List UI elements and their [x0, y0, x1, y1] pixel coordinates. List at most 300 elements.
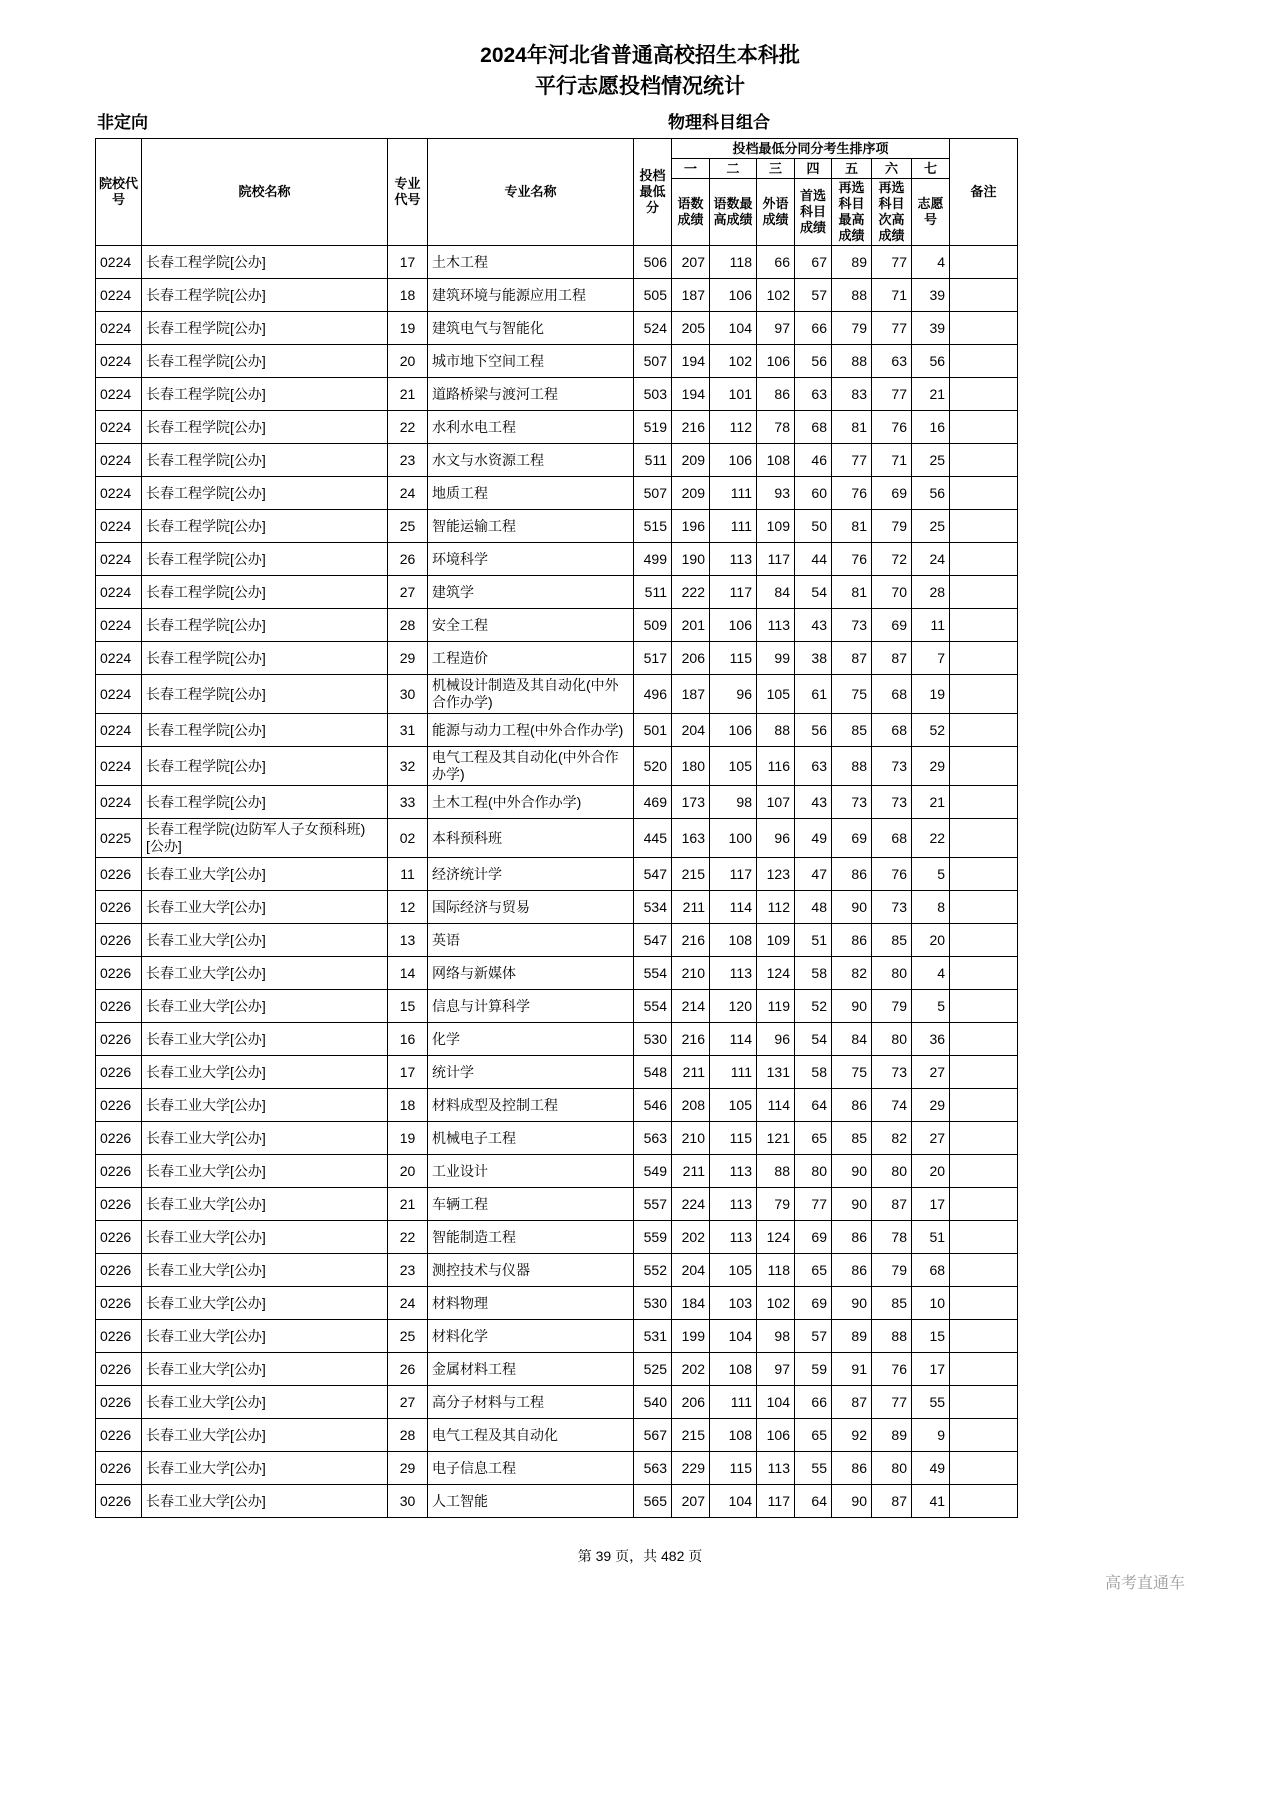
tiebreak-4-cell: 56: [795, 345, 832, 378]
remark-cell: [950, 891, 1018, 924]
tiebreak-4-cell: 63: [795, 378, 832, 411]
major-name-cell: 测控技术与仪器: [428, 1254, 634, 1287]
college-code-cell: 0224: [96, 510, 142, 543]
tiebreak-5-cell: 82: [832, 957, 872, 990]
major-name-cell: 地质工程: [428, 477, 634, 510]
major-code-cell: 25: [388, 1320, 428, 1353]
tiebreak-1-cell: 208: [672, 1089, 710, 1122]
tiebreak-7-cell: 11: [912, 609, 950, 642]
tiebreak-5-cell: 87: [832, 642, 872, 675]
tiebreak-3-cell: 86: [757, 378, 795, 411]
tiebreak-3-cell: 78: [757, 411, 795, 444]
tiebreak-7-cell: 21: [912, 786, 950, 819]
tiebreak-3-cell: 104: [757, 1386, 795, 1419]
tiebreak-4-cell: 57: [795, 279, 832, 312]
college-code-cell: 0224: [96, 714, 142, 747]
tiebreak-4-cell: 63: [795, 747, 832, 786]
admission-table: [95, 138, 1018, 1518]
tiebreak-3-cell: 105: [757, 675, 795, 714]
major-code-cell: 26: [388, 543, 428, 576]
major-code-cell: 22: [388, 1221, 428, 1254]
major-code-cell: 19: [388, 312, 428, 345]
tiebreak-3-cell: 88: [757, 1155, 795, 1188]
tiebreak-6-cell: 69: [872, 609, 912, 642]
college-code-cell: 0226: [96, 1287, 142, 1320]
college-name-cell: 长春工程学院[公办]: [142, 576, 388, 609]
remark-cell: [950, 1419, 1018, 1452]
tiebreak-3-cell: 96: [757, 1023, 795, 1056]
tiebreak-5-cell: 87: [832, 1386, 872, 1419]
tiebreak-7-cell: 4: [912, 246, 950, 279]
tiebreak-6-cell: 71: [872, 444, 912, 477]
major-name-cell: 国际经济与贸易: [428, 891, 634, 924]
min-score-cell: 563: [634, 1122, 672, 1155]
tiebreak-5-cell: 86: [832, 1221, 872, 1254]
subject-group-label: 物理科目组合: [668, 113, 770, 132]
tiebreak-2-cell: 108: [710, 924, 757, 957]
tiebreak-1-cell: 211: [672, 1155, 710, 1188]
tiebreak-1-cell: 210: [672, 1122, 710, 1155]
tiebreak-7-cell: 21: [912, 378, 950, 411]
tiebreak-7-cell: 7: [912, 642, 950, 675]
col-header-tiebreak-label-5: 再选科目最高成绩: [832, 179, 872, 246]
tiebreak-2-cell: 113: [710, 543, 757, 576]
tiebreak-4-cell: 48: [795, 891, 832, 924]
tiebreak-3-cell: 93: [757, 477, 795, 510]
tiebreak-2-cell: 120: [710, 990, 757, 1023]
tiebreak-4-cell: 58: [795, 1056, 832, 1089]
tiebreak-5-cell: 86: [832, 1089, 872, 1122]
tiebreak-7-cell: 68: [912, 1254, 950, 1287]
tiebreak-7-cell: 20: [912, 1155, 950, 1188]
major-name-cell: 建筑电气与智能化: [428, 312, 634, 345]
tiebreak-7-cell: 17: [912, 1188, 950, 1221]
tiebreak-3-cell: 99: [757, 642, 795, 675]
major-code-cell: 21: [388, 378, 428, 411]
remark-cell: [950, 747, 1018, 786]
college-name-cell: 长春工业大学[公办]: [142, 1023, 388, 1056]
college-code-cell: 0226: [96, 1320, 142, 1353]
tiebreak-3-cell: 113: [757, 609, 795, 642]
college-name-cell: 长春工业大学[公办]: [142, 957, 388, 990]
tiebreak-7-cell: 56: [912, 345, 950, 378]
tiebreak-4-cell: 66: [795, 1386, 832, 1419]
tiebreak-2-cell: 115: [710, 1452, 757, 1485]
tiebreak-4-cell: 43: [795, 609, 832, 642]
col-header-tiebreak-label-6: 再选科目次高成绩: [872, 179, 912, 246]
tiebreak-4-cell: 59: [795, 1353, 832, 1386]
college-name-cell: 长春工业大学[公办]: [142, 1155, 388, 1188]
major-name-cell: 智能制造工程: [428, 1221, 634, 1254]
college-code-cell: 0226: [96, 1122, 142, 1155]
tiebreak-2-cell: 113: [710, 1155, 757, 1188]
tiebreak-7-cell: 28: [912, 576, 950, 609]
tiebreak-4-cell: 64: [795, 1089, 832, 1122]
min-score-cell: 503: [634, 378, 672, 411]
major-code-cell: 28: [388, 1419, 428, 1452]
min-score-cell: 563: [634, 1452, 672, 1485]
major-name-cell: 水利水电工程: [428, 411, 634, 444]
tiebreak-3-cell: 114: [757, 1089, 795, 1122]
table-row: [96, 990, 1018, 1023]
remark-cell: [950, 246, 1018, 279]
tiebreak-1-cell: 211: [672, 1056, 710, 1089]
tiebreak-7-cell: 27: [912, 1122, 950, 1155]
tiebreak-5-cell: 79: [832, 312, 872, 345]
col-header-tiebreak-label-1: 语数成绩: [672, 179, 710, 246]
tiebreak-7-cell: 24: [912, 543, 950, 576]
college-name-cell: 长春工业大学[公办]: [142, 924, 388, 957]
tiebreak-6-cell: 72: [872, 543, 912, 576]
tiebreak-7-cell: 17: [912, 1353, 950, 1386]
college-name-cell: 长春工程学院[公办]: [142, 510, 388, 543]
college-code-cell: 0226: [96, 1485, 142, 1518]
subhead-row: [0, 108, 1280, 134]
table-row: [96, 1353, 1018, 1386]
tiebreak-3-cell: 107: [757, 786, 795, 819]
tiebreak-6-cell: 85: [872, 1287, 912, 1320]
college-name-cell: 长春工业大学[公办]: [142, 1221, 388, 1254]
min-score-cell: 511: [634, 576, 672, 609]
min-score-cell: 511: [634, 444, 672, 477]
min-score-cell: 499: [634, 543, 672, 576]
college-code-cell: 0224: [96, 576, 142, 609]
major-code-cell: 29: [388, 642, 428, 675]
tiebreak-6-cell: 68: [872, 819, 912, 858]
table-body: [96, 246, 1018, 1518]
remark-cell: [950, 312, 1018, 345]
col-header-tiebreak-label-2: 语数最高成绩: [710, 179, 757, 246]
remark-cell: [950, 1089, 1018, 1122]
table-row: [96, 1089, 1018, 1122]
major-code-cell: 21: [388, 1188, 428, 1221]
remark-cell: [950, 675, 1018, 714]
college-name-cell: 长春工业大学[公办]: [142, 858, 388, 891]
college-name-cell: 长春工程学院[公办]: [142, 312, 388, 345]
tiebreak-3-cell: 84: [757, 576, 795, 609]
tiebreak-2-cell: 113: [710, 957, 757, 990]
tiebreak-3-cell: 121: [757, 1122, 795, 1155]
table-row: [96, 1452, 1018, 1485]
tiebreak-2-cell: 113: [710, 1221, 757, 1254]
min-score-cell: 524: [634, 312, 672, 345]
tiebreak-2-cell: 106: [710, 609, 757, 642]
tiebreak-3-cell: 124: [757, 1221, 795, 1254]
tiebreak-3-cell: 119: [757, 990, 795, 1023]
tiebreak-5-cell: 90: [832, 1485, 872, 1518]
min-score-cell: 540: [634, 1386, 672, 1419]
table-row: [96, 1155, 1018, 1188]
tiebreak-3-cell: 123: [757, 858, 795, 891]
college-name-cell: 长春工业大学[公办]: [142, 1287, 388, 1320]
major-code-cell: 22: [388, 411, 428, 444]
tiebreak-5-cell: 85: [832, 714, 872, 747]
table-row: [96, 1122, 1018, 1155]
tiebreak-1-cell: 199: [672, 1320, 710, 1353]
col-header-tiebreak-label-3: 外语成绩: [757, 179, 795, 246]
major-name-cell: 信息与计算科学: [428, 990, 634, 1023]
college-name-cell: 长春工业大学[公办]: [142, 1485, 388, 1518]
college-code-cell: 0225: [96, 819, 142, 858]
tiebreak-7-cell: 36: [912, 1023, 950, 1056]
tiebreak-5-cell: 81: [832, 411, 872, 444]
major-name-cell: 工程造价: [428, 642, 634, 675]
tiebreak-7-cell: 8: [912, 891, 950, 924]
college-name-cell: 长春工业大学[公办]: [142, 990, 388, 1023]
col-header-tiebreak-num-7: 七: [912, 159, 950, 179]
major-name-cell: 能源与动力工程(中外合作办学): [428, 714, 634, 747]
min-score-cell: 517: [634, 642, 672, 675]
min-score-cell: 515: [634, 510, 672, 543]
tiebreak-5-cell: 90: [832, 990, 872, 1023]
tiebreak-5-cell: 89: [832, 246, 872, 279]
major-name-cell: 智能运输工程: [428, 510, 634, 543]
tiebreak-6-cell: 73: [872, 891, 912, 924]
tiebreak-2-cell: 98: [710, 786, 757, 819]
tiebreak-3-cell: 97: [757, 312, 795, 345]
min-score-cell: 567: [634, 1419, 672, 1452]
table-row: [96, 1386, 1018, 1419]
orientation-label: 非定向: [97, 113, 148, 132]
tiebreak-2-cell: 111: [710, 1386, 757, 1419]
table-row: [96, 1287, 1018, 1320]
tiebreak-1-cell: 216: [672, 1023, 710, 1056]
major-code-cell: 20: [388, 345, 428, 378]
tiebreak-1-cell: 207: [672, 1485, 710, 1518]
tiebreak-1-cell: 180: [672, 747, 710, 786]
tiebreak-6-cell: 74: [872, 1089, 912, 1122]
tiebreak-1-cell: 202: [672, 1221, 710, 1254]
remark-cell: [950, 714, 1018, 747]
remark-cell: [950, 477, 1018, 510]
min-score-cell: 506: [634, 246, 672, 279]
college-name-cell: 长春工程学院[公办]: [142, 411, 388, 444]
college-code-cell: 0226: [96, 1188, 142, 1221]
major-name-cell: 车辆工程: [428, 1188, 634, 1221]
min-score-cell: 507: [634, 477, 672, 510]
college-code-cell: 0224: [96, 279, 142, 312]
major-code-cell: 18: [388, 1089, 428, 1122]
tiebreak-6-cell: 78: [872, 1221, 912, 1254]
tiebreak-3-cell: 102: [757, 1287, 795, 1320]
tiebreak-6-cell: 80: [872, 957, 912, 990]
college-code-cell: 0226: [96, 1419, 142, 1452]
tiebreak-1-cell: 215: [672, 858, 710, 891]
college-name-cell: 长春工程学院[公办]: [142, 543, 388, 576]
remark-cell: [950, 609, 1018, 642]
major-code-cell: 27: [388, 576, 428, 609]
major-name-cell: 水文与水资源工程: [428, 444, 634, 477]
college-code-cell: 0224: [96, 246, 142, 279]
college-name-cell: 长春工业大学[公办]: [142, 1452, 388, 1485]
tiebreak-2-cell: 101: [710, 378, 757, 411]
tiebreak-5-cell: 90: [832, 1287, 872, 1320]
tiebreak-7-cell: 4: [912, 957, 950, 990]
college-name-cell: 长春工程学院[公办]: [142, 714, 388, 747]
tiebreak-6-cell: 87: [872, 642, 912, 675]
min-score-cell: 565: [634, 1485, 672, 1518]
table-row: [96, 1023, 1018, 1056]
tiebreak-1-cell: 211: [672, 891, 710, 924]
tiebreak-6-cell: 80: [872, 1155, 912, 1188]
tiebreak-6-cell: 68: [872, 714, 912, 747]
major-code-cell: 25: [388, 510, 428, 543]
tiebreak-5-cell: 88: [832, 747, 872, 786]
college-name-cell: 长春工程学院[公办]: [142, 378, 388, 411]
college-name-cell: 长春工程学院(边防军人子女预科班)[公办]: [142, 819, 388, 858]
tiebreak-7-cell: 27: [912, 1056, 950, 1089]
min-score-cell: 547: [634, 924, 672, 957]
college-code-cell: 0224: [96, 378, 142, 411]
document-title-line2: 平行志愿投档情况统计: [535, 75, 745, 98]
remark-cell: [950, 543, 1018, 576]
col-header-tiebreak-num-5: 五: [832, 159, 872, 179]
tiebreak-1-cell: 194: [672, 378, 710, 411]
min-score-cell: 520: [634, 747, 672, 786]
tiebreak-5-cell: 92: [832, 1419, 872, 1452]
remark-cell: [950, 1023, 1018, 1056]
major-name-cell: 机械设计制造及其自动化(中外合作办学): [428, 675, 634, 714]
college-code-cell: 0226: [96, 990, 142, 1023]
college-code-cell: 0226: [96, 1386, 142, 1419]
major-name-cell: 机械电子工程: [428, 1122, 634, 1155]
table-row: [96, 819, 1018, 858]
table-row: [96, 747, 1018, 786]
college-code-cell: 0224: [96, 444, 142, 477]
major-code-cell: 12: [388, 891, 428, 924]
min-score-cell: 507: [634, 345, 672, 378]
col-header-tiebreak-group: 投档最低分同分考生排序项: [672, 139, 950, 159]
college-code-cell: 0226: [96, 924, 142, 957]
tiebreak-5-cell: 75: [832, 675, 872, 714]
tiebreak-1-cell: 163: [672, 819, 710, 858]
college-code-cell: 0224: [96, 675, 142, 714]
major-name-cell: 统计学: [428, 1056, 634, 1089]
tiebreak-4-cell: 69: [795, 1287, 832, 1320]
major-name-cell: 建筑学: [428, 576, 634, 609]
tiebreak-7-cell: 5: [912, 990, 950, 1023]
tiebreak-6-cell: 82: [872, 1122, 912, 1155]
remark-cell: [950, 642, 1018, 675]
table-row: [96, 1485, 1018, 1518]
tiebreak-2-cell: 114: [710, 1023, 757, 1056]
table-row: [96, 714, 1018, 747]
college-name-cell: 长春工程学院[公办]: [142, 345, 388, 378]
table-row: [96, 891, 1018, 924]
tiebreak-7-cell: 29: [912, 1089, 950, 1122]
major-name-cell: 安全工程: [428, 609, 634, 642]
tiebreak-2-cell: 115: [710, 642, 757, 675]
tiebreak-5-cell: 73: [832, 786, 872, 819]
tiebreak-2-cell: 104: [710, 1320, 757, 1353]
min-score-cell: 530: [634, 1287, 672, 1320]
tiebreak-4-cell: 61: [795, 675, 832, 714]
min-score-cell: 445: [634, 819, 672, 858]
document-title-line1: 2024年河北省普通高校招生本科批: [480, 44, 800, 67]
remark-cell: [950, 1485, 1018, 1518]
tiebreak-6-cell: 73: [872, 747, 912, 786]
tiebreak-5-cell: 90: [832, 891, 872, 924]
tiebreak-5-cell: 81: [832, 576, 872, 609]
college-name-cell: 长春工业大学[公办]: [142, 1254, 388, 1287]
tiebreak-5-cell: 81: [832, 510, 872, 543]
tiebreak-1-cell: 194: [672, 345, 710, 378]
tiebreak-6-cell: 80: [872, 1023, 912, 1056]
min-score-cell: 530: [634, 1023, 672, 1056]
min-score-cell: 501: [634, 714, 672, 747]
col-header-tiebreak-num-2: 二: [710, 159, 757, 179]
min-score-cell: 534: [634, 891, 672, 924]
college-code-cell: 0224: [96, 543, 142, 576]
col-header-tiebreak-label-7: 志愿号: [912, 179, 950, 246]
remark-cell: [950, 1056, 1018, 1089]
college-name-cell: 长春工业大学[公办]: [142, 1122, 388, 1155]
tiebreak-5-cell: 84: [832, 1023, 872, 1056]
remark-cell: [950, 576, 1018, 609]
remark-cell: [950, 444, 1018, 477]
major-code-cell: 19: [388, 1122, 428, 1155]
tiebreak-7-cell: 20: [912, 924, 950, 957]
remark-cell: [950, 858, 1018, 891]
table-row: [96, 378, 1018, 411]
remark-cell: [950, 510, 1018, 543]
tiebreak-3-cell: 117: [757, 543, 795, 576]
tiebreak-2-cell: 102: [710, 345, 757, 378]
college-code-cell: 0224: [96, 345, 142, 378]
remark-cell: [950, 1452, 1018, 1485]
table-row: [96, 345, 1018, 378]
page-number: 第 39 页，共 482 页: [577, 1548, 703, 1564]
tiebreak-2-cell: 117: [710, 576, 757, 609]
college-code-cell: 0224: [96, 786, 142, 819]
college-code-cell: 0226: [96, 1089, 142, 1122]
tiebreak-7-cell: 25: [912, 510, 950, 543]
college-code-cell: 0226: [96, 1155, 142, 1188]
tiebreak-3-cell: 109: [757, 924, 795, 957]
major-name-cell: 土木工程(中外合作办学): [428, 786, 634, 819]
college-name-cell: 长春工程学院[公办]: [142, 246, 388, 279]
table-row: [96, 576, 1018, 609]
tiebreak-5-cell: 86: [832, 1452, 872, 1485]
min-score-cell: 559: [634, 1221, 672, 1254]
major-code-cell: 28: [388, 609, 428, 642]
college-name-cell: 长春工业大学[公办]: [142, 1386, 388, 1419]
table-row: [96, 312, 1018, 345]
watermark: 高考直通车: [1104, 1575, 1185, 1592]
min-score-cell: 509: [634, 609, 672, 642]
tiebreak-5-cell: 76: [832, 477, 872, 510]
college-code-cell: 0226: [96, 858, 142, 891]
tiebreak-1-cell: 205: [672, 312, 710, 345]
tiebreak-6-cell: 79: [872, 510, 912, 543]
tiebreak-6-cell: 73: [872, 786, 912, 819]
table-row: [96, 924, 1018, 957]
college-name-cell: 长春工程学院[公办]: [142, 609, 388, 642]
college-name-cell: 长春工业大学[公办]: [142, 1188, 388, 1221]
tiebreak-2-cell: 106: [710, 444, 757, 477]
tiebreak-5-cell: 90: [832, 1155, 872, 1188]
college-name-cell: 长春工程学院[公办]: [142, 279, 388, 312]
tiebreak-4-cell: 52: [795, 990, 832, 1023]
tiebreak-4-cell: 57: [795, 1320, 832, 1353]
tiebreak-4-cell: 80: [795, 1155, 832, 1188]
tiebreak-1-cell: 206: [672, 642, 710, 675]
major-code-cell: 32: [388, 747, 428, 786]
col-header-tiebreak-num-1: 一: [672, 159, 710, 179]
tiebreak-7-cell: 39: [912, 279, 950, 312]
tiebreak-6-cell: 79: [872, 990, 912, 1023]
tiebreak-1-cell: 215: [672, 1419, 710, 1452]
